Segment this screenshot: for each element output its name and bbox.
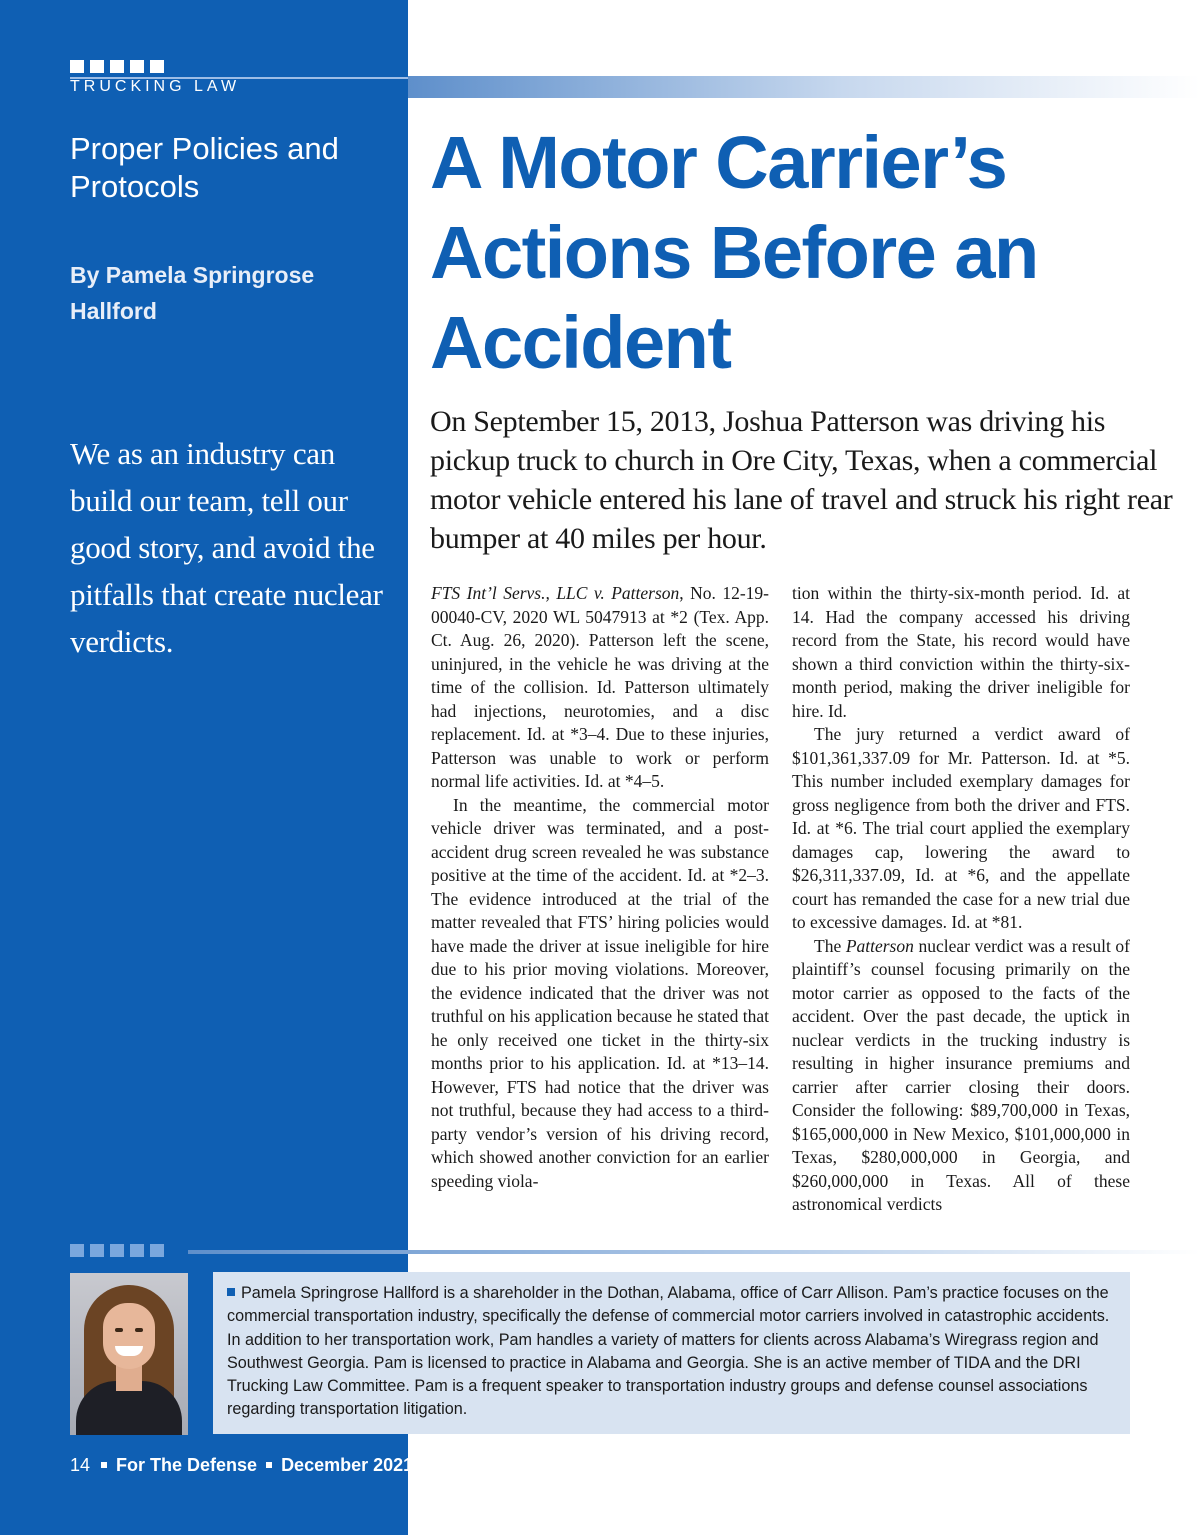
paragraph: FTS Int’l Servs., LLC v. Patterson, No. 12-19-00040-CV, 2020 WL 5047913 at *2 (Tex. App. Ct. Aug. 26, 2020). Patterson left the scene, uninjured, in the vehicle he was driving at the time of the collision. Id. Patterson ultimately had injections, neurotomies, and a disc replacement. Id. at *3–4. Due to these injuries, Patterson was unable to work or perform normal life activities. Id. at *4–5. (431, 583, 769, 791)
article-kicker: Proper Policies and Protocols (70, 131, 339, 204)
issue-date: December 2021 (281, 1455, 414, 1475)
paragraph: In the meantime, the commercial motor vehicle driver was terminated, and a post-accident drug screen revealed he was substance positive at the time of the accident. Id. at *2–3. The evidence introduced at the trial of the matter revealed that FTS’ hiring policies would have made the driver at issue ineligible for hire due to his prior moving violations. Moreover, the evidence indicated that the driver was not truthful on his application because he stated that he only received one ticket in the thirty-six months prior to his application. Id. at *13–14. However, FTS had notice that the driver was not truthful, because they had access to a third-party vendor’s version of his driving record, which showed another conviction for an earlier speeding viola- (431, 794, 769, 1191)
page-footer (70, 1455, 413, 1476)
bio-divider (188, 1250, 1200, 1254)
paragraph: tion within the thirty-six-month period. Id. at 14. Had the company accessed his driving record from the State, his record would have shown a third conviction within the thirty-six-month period, making the driver ineligible for hire. Id. (792, 583, 1130, 721)
paragraph: The Patterson nuclear verdict was a result of plaintiff’s counsel focusing primarily on the motor carrier as opposed to the facts of the accident. Over the past decade, the uptick in nuclear verdicts in the trucking industry is resulting in higher insurance premiums and carrier after carrier closing their doors. Consider the following: $89,700,000 in Texas, $165,000,000 in New Mexico, $101,000,000 in Texas, $280,000,000 in Georgia, and $260,000,000 in Texas. All of these astronomical verdicts (792, 935, 1130, 1214)
decorative-squares-bottom (70, 1244, 164, 1257)
author-photo (70, 1273, 188, 1435)
paragraph: The jury returned a verdict award of $101,361,337.09 for Mr. Patterson. Id. at *5. This number included exemplary damages for gross negligence from both the driver and FTS. Id. at *6. The trial court applied the exemplary damages cap, lowering the award to $26,311,337.09, Id. at *6, and the appellate court has remanded the case for a new trial due to excessive damages. Id. at *81. (792, 724, 1130, 932)
body-column-2 (792, 582, 1130, 1217)
page-number: 14 (70, 1455, 91, 1475)
section-label: TRUCKING LAW (70, 78, 241, 95)
square-bullet-icon (266, 1462, 272, 1468)
case-citation: FTS Int’l Servs., LLC v. Patterson (431, 583, 680, 603)
article-author: By Pamela Springrose Hallford (70, 262, 315, 324)
article-headline: A Motor Carrier’s Actions Before an Accident (430, 121, 1038, 384)
publication-name: For The Defense (116, 1455, 258, 1475)
pull-quote: We as an industry can build our team, tell our good story, and avoid the pitfalls that create nuclear verdicts. (70, 436, 383, 659)
author-bio-box (213, 1272, 1130, 1434)
article-deck: On September 15, 2013, Joshua Patterson was driving his pickup truck to church in Ore City, Texas, when a commercial motor vehicle entered his lane of travel and struck his right rear bumper at 40 miles per hour. (430, 405, 1173, 555)
square-bullet-icon (227, 1288, 235, 1296)
body-column-1 (431, 582, 769, 1193)
author-bio: Pamela Springrose Hallford is a shareholder in the Dothan, Alabama, office of Carr Allison. Pam’s practice focuses on the commercial transportation industry, specifically the defense of commercial motor carriers involved in catastrophic accidents. In addition to her transportation work, Pam handles a variety of matters for clients across Alabama’s Wiregrass region and Southwest Georgia. Pam is licensed to practice in Alabama and Georgia. She is an active member of TIDA and the DRI Trucking Law Committee. Pam is a frequent speaker to transportation industry groups and defense counsel associations regarding transportation litigation. (227, 1284, 1110, 1419)
case-citation: Patterson (845, 935, 914, 956)
decorative-squares-top (70, 60, 164, 73)
square-bullet-icon (101, 1462, 107, 1468)
